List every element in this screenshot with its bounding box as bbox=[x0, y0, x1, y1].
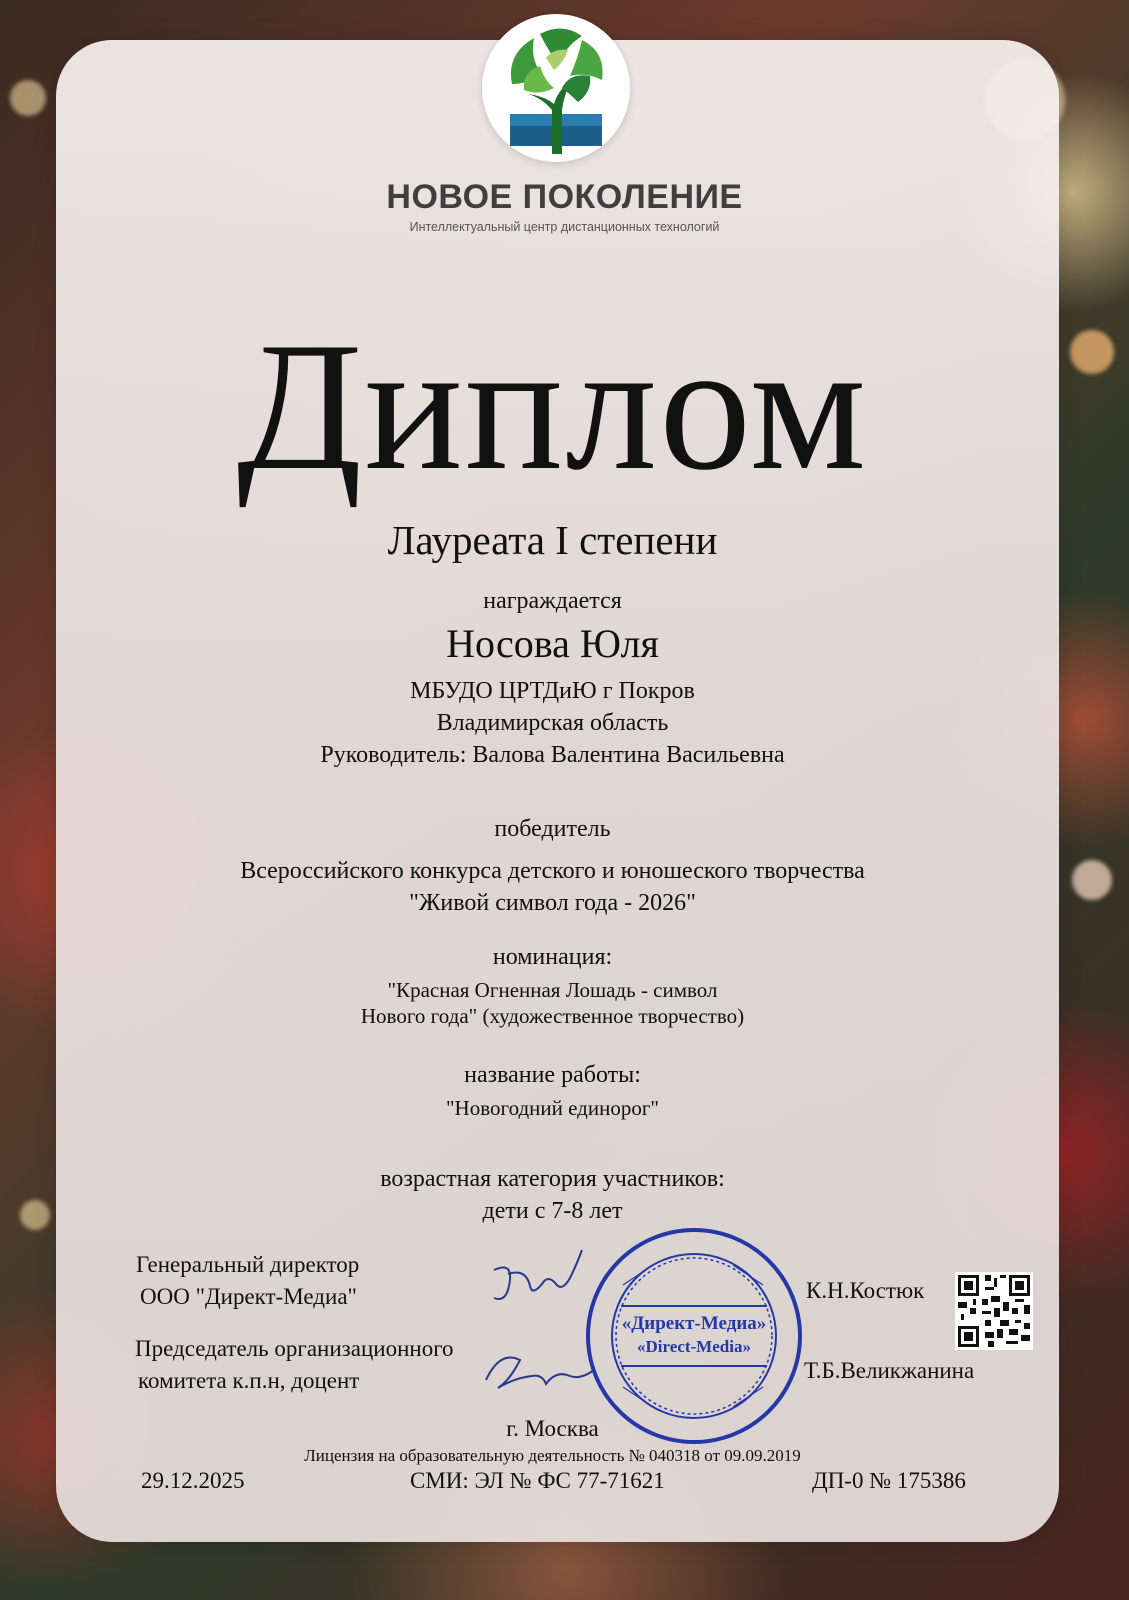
diploma-card bbox=[56, 40, 1059, 1542]
contest-line-1: Всероссийского конкурса детского и юношеского творчества bbox=[240, 858, 865, 884]
stamp-text-line-1: «Директ-Медиа» bbox=[621, 1313, 767, 1334]
diploma-title: Диплом bbox=[236, 304, 869, 508]
winner-label: победитель bbox=[494, 816, 611, 842]
seal-stamp-icon bbox=[583, 1225, 805, 1447]
chair-name: Т.Б.Великжанина bbox=[804, 1358, 975, 1383]
director-name: К.Н.Костюк bbox=[806, 1278, 925, 1303]
city: г. Москва bbox=[506, 1416, 599, 1441]
recipient-name: Носова Юля bbox=[446, 621, 659, 666]
tree-logo-icon bbox=[482, 14, 630, 162]
awarded-label: награждается bbox=[483, 588, 622, 614]
chair-role-line-1: Председатель организационного bbox=[135, 1336, 454, 1361]
age-label: возрастная категория участников: bbox=[380, 1166, 725, 1192]
nomination-line-1: "Красная Огненная Лошадь - символ bbox=[387, 978, 718, 1002]
brand-tagline: Интеллектуальный центр дистанционных технологий bbox=[409, 220, 720, 234]
chair-role-line-2: комитета к.п.н, доцент bbox=[138, 1368, 360, 1393]
issue-date: 29.12.2025 bbox=[141, 1468, 245, 1493]
recipient-supervisor: Руководитель: Валова Валентина Васильевна bbox=[320, 742, 785, 768]
age-value: дети с 7-8 лет bbox=[482, 1198, 623, 1224]
license-line: Лицензия на образовательную деятельность № 040318 от 09.09.2019 bbox=[304, 1446, 801, 1465]
nomination-label: номинация: bbox=[492, 944, 613, 970]
contest-line-2: "Живой символ года - 2026" bbox=[409, 890, 696, 916]
document-number: ДП-0 № 175386 bbox=[812, 1468, 966, 1493]
qr-code-icon bbox=[955, 1272, 1033, 1350]
smi-registration: СМИ: ЭЛ № ФС 77-71621 bbox=[410, 1468, 665, 1493]
brand-name: НОВОЕ ПОКОЛЕНИЕ bbox=[386, 178, 743, 216]
director-role-line-2: ООО "Директ-Медиа" bbox=[140, 1284, 357, 1309]
recipient-institution: МБУДО ЦРТДиЮ г Покров bbox=[410, 678, 695, 704]
recipient-region: Владимирская область bbox=[436, 710, 669, 736]
director-role-line-1: Генеральный директор bbox=[136, 1252, 360, 1277]
work-title: "Новогодний единорог" bbox=[445, 1096, 660, 1120]
chair-signature-icon bbox=[480, 1340, 600, 1405]
work-label: название работы: bbox=[464, 1062, 641, 1088]
director-signature-icon bbox=[486, 1240, 596, 1315]
nomination-line-2: Нового года" (художественное творчество) bbox=[360, 1004, 745, 1028]
degree-line: Лауреата I степени bbox=[387, 517, 718, 563]
stamp-text-line-2: «Direct-Media» bbox=[637, 1337, 751, 1356]
bokeh-light bbox=[10, 80, 46, 116]
